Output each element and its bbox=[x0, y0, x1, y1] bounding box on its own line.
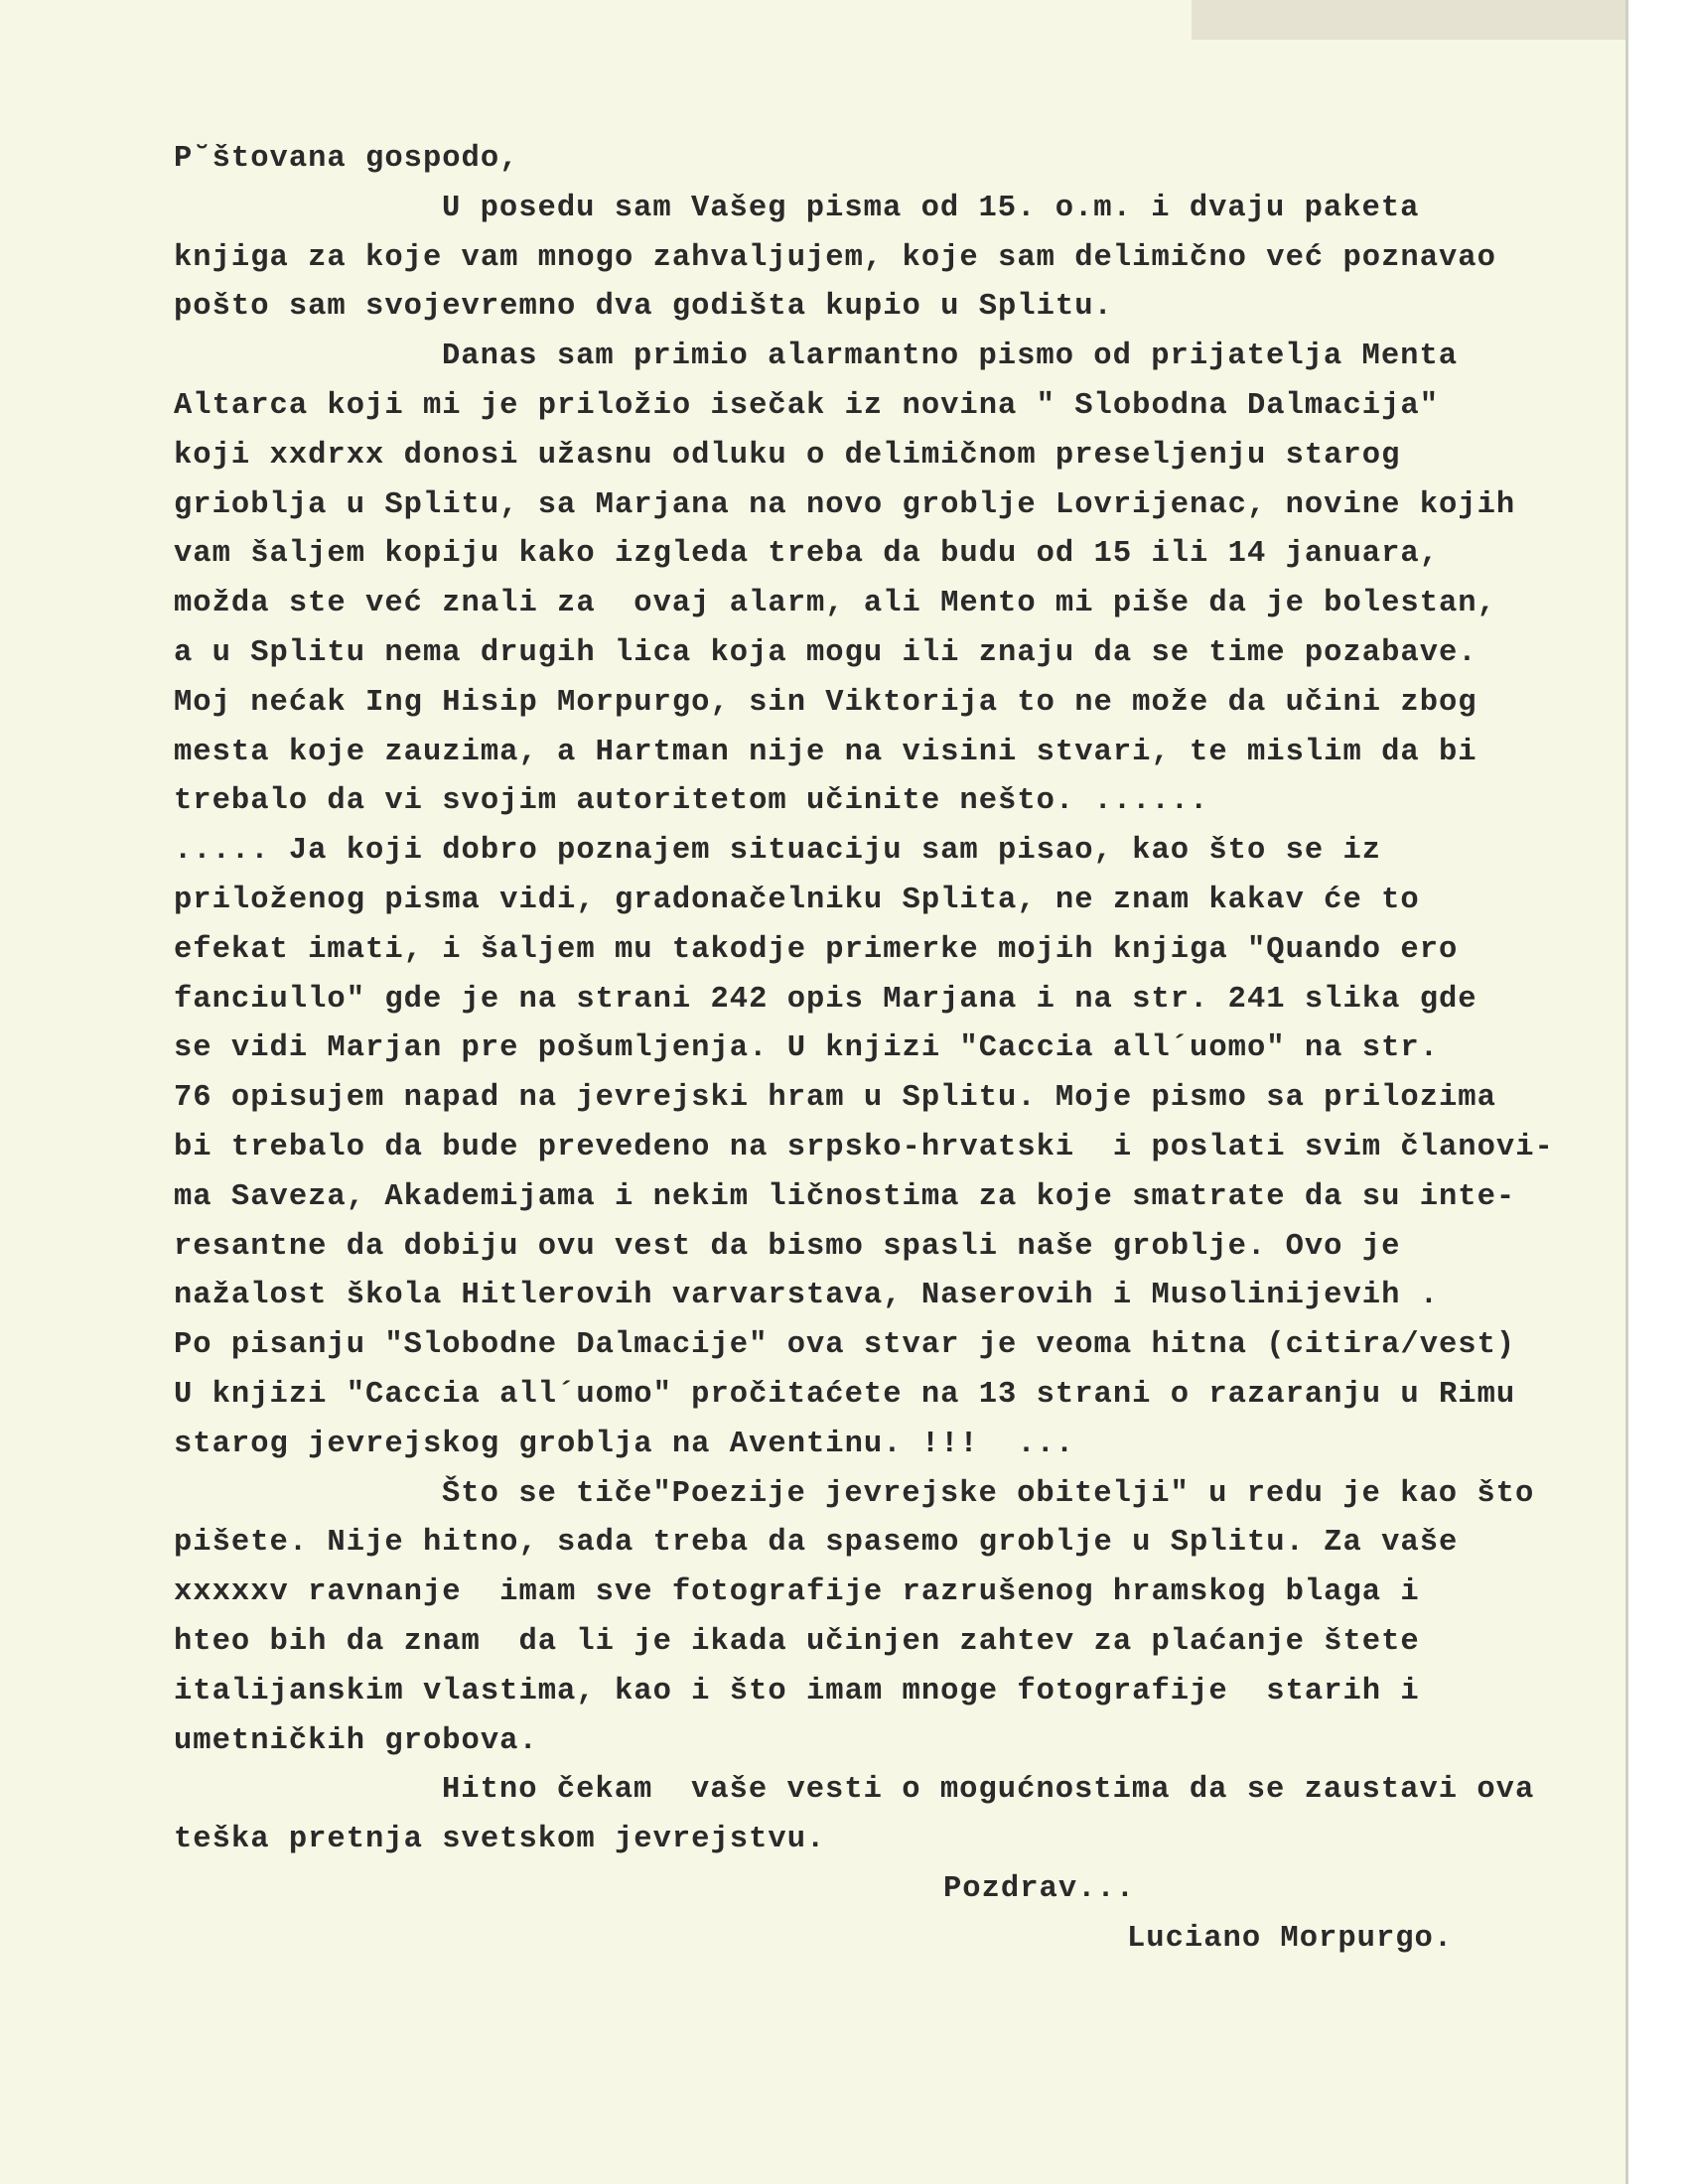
paragraph bbox=[174, 827, 1643, 1469]
text-line: efekat imati, i šaljem mu takodje primerke mojih knjiga "Quando ero bbox=[174, 932, 1459, 967]
text-line: italijanskim vlastima, kao i što imam mnoge fotografije starih i bbox=[174, 1674, 1420, 1708]
letter-body bbox=[174, 135, 1643, 1964]
text-line: grioblja u Splitu, sa Marjana na novo groblje Lovrijenac, novine kojih bbox=[174, 487, 1516, 522]
text-line: vam šaljem kopiju kako izgleda treba da budu od 15 ili 14 januara, bbox=[174, 537, 1439, 572]
text-line: knjiga za koje vam mnogo zahvaljujem, koje sam delimično već poznavao bbox=[174, 240, 1496, 275]
text-line: Po pisanju "Slobodne Dalmacije" ova stvar je veoma hitna (citira/vest) bbox=[174, 1328, 1516, 1363]
paragraph bbox=[174, 185, 1643, 333]
text-line: umetničkih grobova. bbox=[174, 1723, 538, 1758]
text-line: teška pretnja svetskom jevrejstvu. bbox=[174, 1823, 826, 1857]
text-line: U knjizi "Caccia all´uomo" pročitaćete na 13 strani o razaranju u Rimu bbox=[174, 1377, 1516, 1412]
text-line: se vidi Marjan pre pošumljenja. U knjizi "Caccia all´uomo" na str. bbox=[174, 1031, 1439, 1066]
paragraph bbox=[174, 1766, 1643, 1865]
letter-paragraphs bbox=[174, 185, 1643, 1865]
text-line: hteo bih da znam da li je ikada učinjen zahtev za plaćanje štete bbox=[174, 1624, 1420, 1659]
paragraph bbox=[174, 333, 1643, 827]
text-line: U posedu sam Vašeg pisma od 15. o.m. i dvaju paketa bbox=[442, 191, 1420, 225]
text-line: pišete. Nije hitno, sada treba da spasemo groblje u Splitu. Za vaše bbox=[174, 1526, 1459, 1561]
text-line: nažalost škola Hitlerovih varvarstava, Naserovih i Musolinijevih . bbox=[174, 1279, 1439, 1313]
text-line: trebalo da vi svojim autoritetom učinite nešto. ...... bbox=[174, 784, 1209, 819]
text-line: koji xxdrxx donosi užasnu odluku o delimičnom preseljenju starog bbox=[174, 438, 1401, 473]
text-line: Moj nećak Ing Hisip Morpurgo, sin Viktorija to ne može da učini zbog bbox=[174, 685, 1477, 720]
text-line: pošto sam svojevremno dva godišta kupio u Splitu. bbox=[174, 290, 1113, 325]
scan-shadow bbox=[1192, 0, 1628, 40]
text-line: ..... Ja koji dobro poznajem situaciju sam pisao, kao što se iz bbox=[174, 834, 1382, 869]
signature: Luciano Morpurgo. bbox=[1127, 1921, 1454, 1956]
text-line: xxxxxv ravnanje imam sve fotografije razrušenog hramskog blaga i bbox=[174, 1575, 1420, 1610]
text-line: bi trebalo da bude prevedeno na srpsko-hrvatski i poslati svim članovi- bbox=[174, 1130, 1554, 1164]
text-line: Danas sam primio alarmantno pismo od prijatelja Menta bbox=[442, 340, 1459, 374]
text-line: ma Saveza, Akademijama i nekim ličnostima za koje smatrate da su inte- bbox=[174, 1179, 1516, 1214]
text-line: možda ste već znali za ovaj alarm, ali Mento mi piše da je bolestan, bbox=[174, 587, 1496, 621]
text-line: resantne da dobiju ovu vest da bismo spasli naše groblje. Ovo je bbox=[174, 1229, 1401, 1264]
text-line: Altarca koji mi je priložio isečak iz novina " Slobodna Dalmacija" bbox=[174, 388, 1439, 423]
closing: Pozdrav... bbox=[943, 1871, 1136, 1906]
text-line: Hitno čekam vaše vesti o mogućnostima da se zaustavi ova bbox=[442, 1773, 1535, 1808]
salutation: P˘štovana gospodo, bbox=[174, 142, 519, 176]
text-line: 76 opisujem napad na jevrejski hram u Splitu. Moje pismo sa prilozima bbox=[174, 1081, 1496, 1116]
text-line: mesta koje zauzima, a Hartman nije na visini stvari, te mislim da bi bbox=[174, 735, 1477, 769]
text-line: Što se tiče"Poezije jevrejske obitelji" u redu je kao što bbox=[442, 1476, 1535, 1511]
text-line: starog jevrejskog groblja na Aventinu. !!! ... bbox=[174, 1427, 1075, 1461]
text-line: fanciullo" gde je na strani 242 opis Marjana i na str. 241 slika gde bbox=[174, 982, 1477, 1017]
text-line: priloženog pisma vidi, gradonačelniku Splita, ne znam kakav će to bbox=[174, 883, 1420, 917]
text-line: a u Splitu nema drugih lica koja mogu ili znaju da se time pozabave. bbox=[174, 635, 1477, 670]
paragraph bbox=[174, 1470, 1643, 1767]
